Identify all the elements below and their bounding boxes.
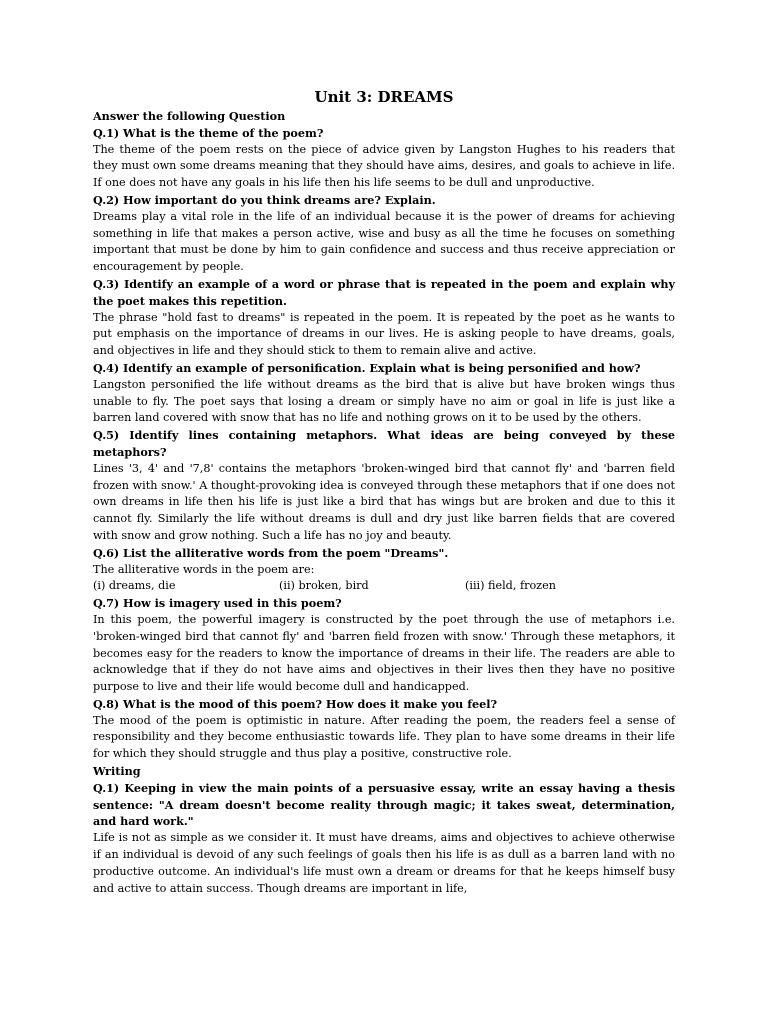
question-5: Q.5) Identify lines containing metaphors. What ideas are being conveyed by these metaphors? (93, 428, 675, 459)
question-4: Q.4) Identify an example of personification. Explain what is being personified and how? (93, 360, 641, 375)
answer-1: The theme of the poem rests on the piece of advice given by Langston Hughes to his readers that they must own some dreams meaning that they should have aims, desires, and goals to achieve in life. If one does not have any goals in his life then his life seems to be dull and unproductive. (93, 142, 675, 190)
answer-7: In this poem, the powerful imagery is constructed by the poet through the use of metaphors i.e. 'broken-winged bird that cannot fly' and 'barren field frozen with snow.' Through these metaphors, it becomes easy for the readers to know the importance of dreams in their life. The readers are able to acknowledge that if they do not have aims and objectives in their lives then they have no positive purpose to live and their life would become dull and handicapped. (93, 612, 675, 694)
question-3: Q.3) Identify an example of a word or phrase that is repeated in the poem and explain why the poet makes this repetition. (93, 276, 675, 308)
answer-4: Langston personified the life without dreams as the bird that is alive but have broken wings thus unable to fly. The poet says that losing a dream or simply have no aim or goal in life is just like a barren land covered with snow that has no life and nothing grows on it to be used by the others. (93, 377, 675, 425)
answer-8: The mood of the poem is optimistic in nature. After reading the poem, the readers feel a sense of responsibility and they become enthusiastic towards life. They plan to have some dreams in their life for which they should struggle and thus play a positive, constructive role. (93, 713, 675, 761)
alliterative-list (93, 578, 675, 595)
writing-answer-1: Life is not as simple as we consider it. It must have dreams, aims and objectives to achieve otherwise if an individual is devoid of any such feelings of goals then his life is as dull as a barren land with no productive outcome. An individual's life must own a dream or dreams for that he keeps himself busy and active to attain success. Though dreams are important in life, (93, 831, 675, 895)
question-6: Q.6) List the alliterative words from the poem "Dreams". (93, 545, 449, 560)
answer-5: Lines '3, 4' and '7,8' contains the metaphors 'broken-winged bird that cannot fly' and 'barren field frozen with snow.' A thought-provoking idea is conveyed through these metaphors that if one does not own dreams in life then his life is just like a bird that has wings but are broken and due to this it cannot fly. Similarly the life without dreams is dull and dry just like barren fields that are covered with snow and grow nothing. Such a life has no joy and beauty. (93, 461, 675, 542)
page-title: Unit 3: DREAMS (314, 88, 454, 106)
question-7: Q.7) How is imagery used in this poem? (93, 596, 342, 611)
alliterative-item-2: (ii) broken, bird (279, 579, 369, 593)
answer-2: Dreams play a vital role in the life of an individual because it is the power of dreams for achieving something in life that makes a person active, wise and busy as all the time he focuses on something important that must be done by him to gain confidence and success and thus receive appreciation or encouragement by people. (93, 209, 675, 274)
document-page (93, 86, 675, 897)
alliterative-item-3: (iii) field, frozen (465, 579, 556, 593)
question-2: Q.2) How important do you think dreams are? Explain. (93, 192, 436, 207)
writing-question-1: Q.1) Keeping in view the main points of a persuasive essay, write an essay having a thesis sentence: "A dream doesn't become reality through magic; it takes sweat, determination, and hard work." (93, 780, 675, 829)
answer-3: The phrase "hold fast to dreams" is repeated in the poem. It is repeated by the poet as he wants to put emphasis on the importance of dreams in our lives. He is asking people to have dreams, goals, and objectives in life and they should stick to them to remain alive and active. (93, 310, 675, 358)
question-1: Q.1) What is the theme of the poem? (93, 125, 324, 140)
section-heading-answer: Answer the following Question (93, 109, 286, 123)
question-8: Q.8) What is the mood of this poem? How does it make you feel? (93, 696, 498, 711)
section-heading-writing: Writing (93, 764, 141, 779)
answer-6: The alliterative words in the poem are: (93, 562, 315, 576)
alliterative-item-1: (i) dreams, die (93, 579, 176, 593)
